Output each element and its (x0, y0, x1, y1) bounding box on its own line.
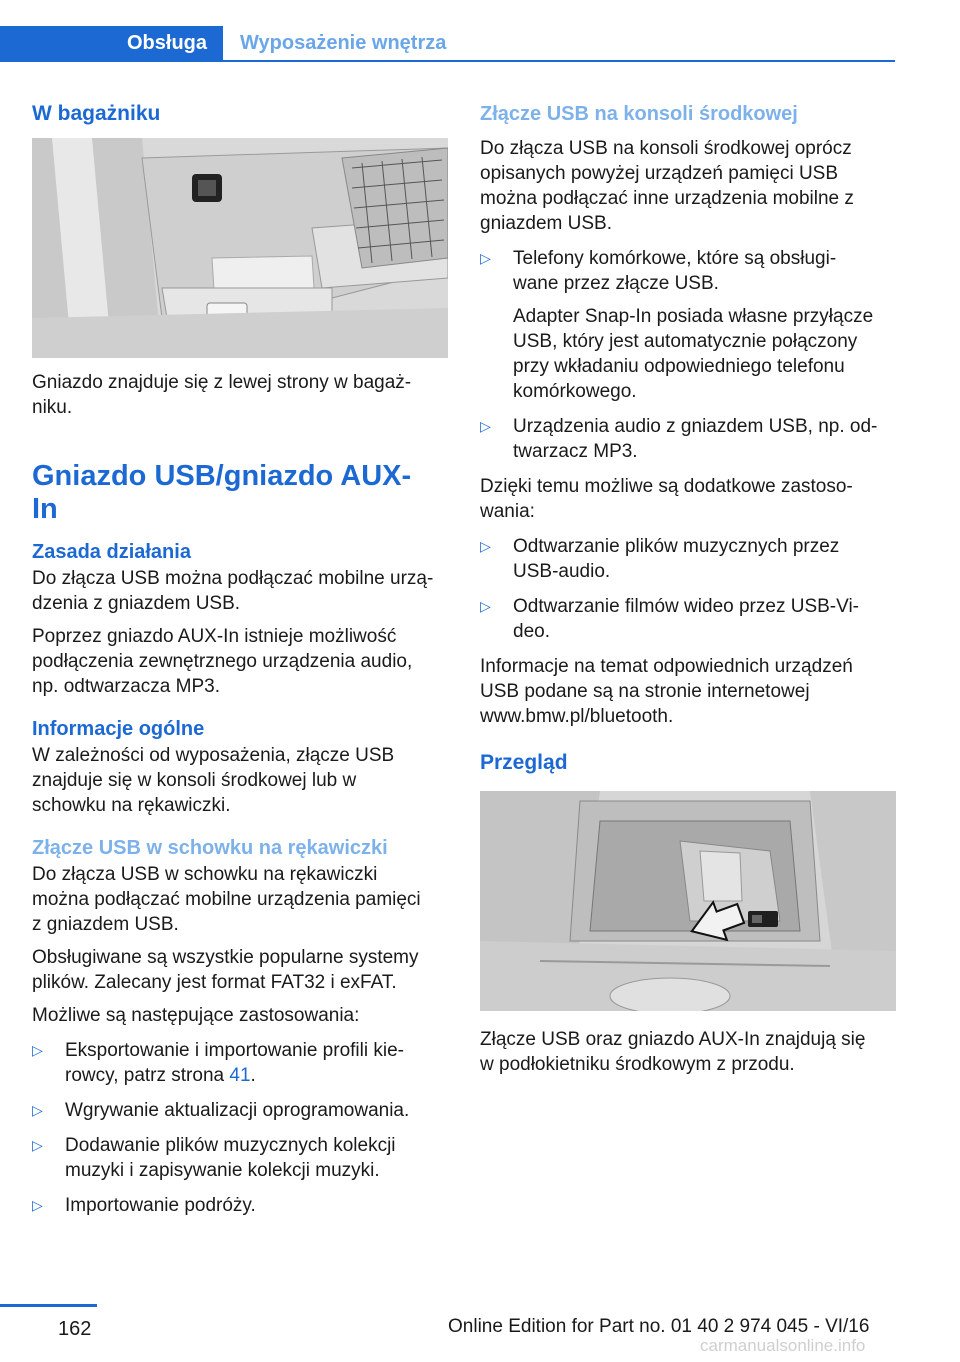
triangle-bullet-icon: ▷ (480, 598, 491, 614)
chapter-tab[interactable]: Wyposażenie wnętrza (240, 31, 447, 54)
principle-paragraph-2: Poprzez gniazdo AUX-In istnieje możliwość podłączenia zewnętrznego urządzenia audio, np. odtwarzacza MP3. (32, 626, 413, 697)
glovebox-paragraph-3: Możliwe są następujące zastosowania: (32, 1005, 360, 1026)
right-column (480, 100, 896, 1085)
console-heading: Złącze USB na konsoli środkowej (480, 103, 798, 125)
triangle-bullet-icon: ▷ (480, 418, 491, 434)
list-item (32, 1193, 448, 1218)
list-item (32, 1133, 448, 1183)
general-heading: Informacje ogólne (32, 718, 205, 740)
page-header (0, 26, 895, 62)
overview-caption: Złącze USB oraz gniazdo AUX-In znajdują się w podłokietniku środkowym z przodu. (480, 1029, 866, 1075)
list-item-text: Telefony komórkowe, które są obsługi- wane przez złącze USB. (513, 248, 837, 294)
console-uses-list (480, 534, 896, 644)
list-item-text: Odtwarzanie filmów wideo przez USB-Vi- deo. (513, 596, 859, 642)
page-number: 162 (58, 1318, 92, 1340)
list-item-subtext: Adapter Snap-In posiada własne przyłącze USB, który jest automatycznie połączony przy wkładaniu odpowiedniego telefonu komórkowego. (513, 306, 874, 402)
list-item (480, 246, 896, 404)
console-paragraph-3: Informacje na temat odpowiednich urządzeń USB podane są na stronie internetowej www.bmw.pl/bluetooth. (480, 656, 853, 727)
glovebox-paragraph-2: Obsługiwane są wszystkie popularne systemy plików. Zalecany jest format FAT32 i exFAT. (32, 947, 419, 993)
general-paragraph: W zależności od wyposażenia, złącze USB znajduje się w konsoli środkowej lub w schowku na rękawiczki. (32, 745, 395, 816)
list-item (480, 414, 896, 464)
triangle-bullet-icon: ▷ (480, 538, 491, 554)
console-paragraph-1: Do złącza USB na konsoli środkowej oprócz opisanych powyżej urządzeń pamięci USB można podłączać inne urządzenia mobilne z gniazdem USB. (480, 138, 854, 234)
console-usb-image (480, 791, 896, 1011)
overview-heading: Przegląd (480, 751, 568, 774)
console-paragraph-2: Dzięki temu możliwe są dodatkowe zastoso- wania: (480, 476, 853, 522)
list-item (480, 594, 896, 644)
glovebox-heading: Złącze USB w schowku na rękawiczki (32, 837, 388, 859)
list-item-text: Urządzenia audio z gniazdem USB, np. od- twarzacz MP3. (513, 416, 878, 462)
header-rule (0, 60, 895, 62)
left-column (32, 100, 448, 1228)
list-item (32, 1098, 448, 1123)
triangle-bullet-icon: ▷ (32, 1137, 43, 1153)
list-item-text: Wgrywanie aktualizacji oprogramowania. (65, 1100, 410, 1121)
page-number-rule (0, 1304, 97, 1307)
watermark: carmanualsonline.info (700, 1336, 866, 1355)
trunk-heading: W bagażniku (32, 102, 161, 125)
glovebox-uses-list (32, 1038, 448, 1218)
edition-note: Online Edition for Part no. 01 40 2 974 045 - VI/16 (448, 1316, 870, 1337)
list-item-text: Importowanie podróży. (65, 1195, 256, 1216)
list-item-text: Dodawanie plików muzycznych kolekcji muzyki i zapisywanie kolekcji muzyki. (65, 1135, 396, 1181)
list-item-text: Odtwarzanie plików muzycznych przez USB-audio. (513, 536, 840, 582)
main-heading: Gniazdo USB/gniazdo AUX- In (32, 460, 412, 525)
triangle-bullet-icon: ▷ (32, 1102, 43, 1118)
page-link[interactable]: 41 (229, 1065, 251, 1086)
list-item (480, 534, 896, 584)
principle-paragraph-1: Do złącza USB można podłączać mobilne urzą- dzenia z gniazdem USB. (32, 568, 434, 614)
principle-heading: Zasada działania (32, 541, 191, 563)
list-item (32, 1038, 448, 1088)
section-tab[interactable]: Obsługa (0, 26, 223, 60)
trunk-caption: Gniazdo znajduje się z lewej strony w bagaż- niku. (32, 372, 412, 418)
triangle-bullet-icon: ▷ (480, 250, 491, 266)
triangle-bullet-icon: ▷ (32, 1197, 43, 1213)
glovebox-paragraph-1: Do złącza USB w schowku na rękawiczki można podłączać mobilne urządzenia pamięci z gniazdem USB. (32, 864, 421, 935)
list-item-suffix: . (250, 1065, 256, 1086)
trunk-usb-image (32, 138, 448, 358)
triangle-bullet-icon: ▷ (32, 1042, 43, 1058)
list-item-text: Eksportowanie i importowanie profili kie- rowcy, patrz strona (65, 1040, 404, 1086)
console-devices-list (480, 246, 896, 464)
